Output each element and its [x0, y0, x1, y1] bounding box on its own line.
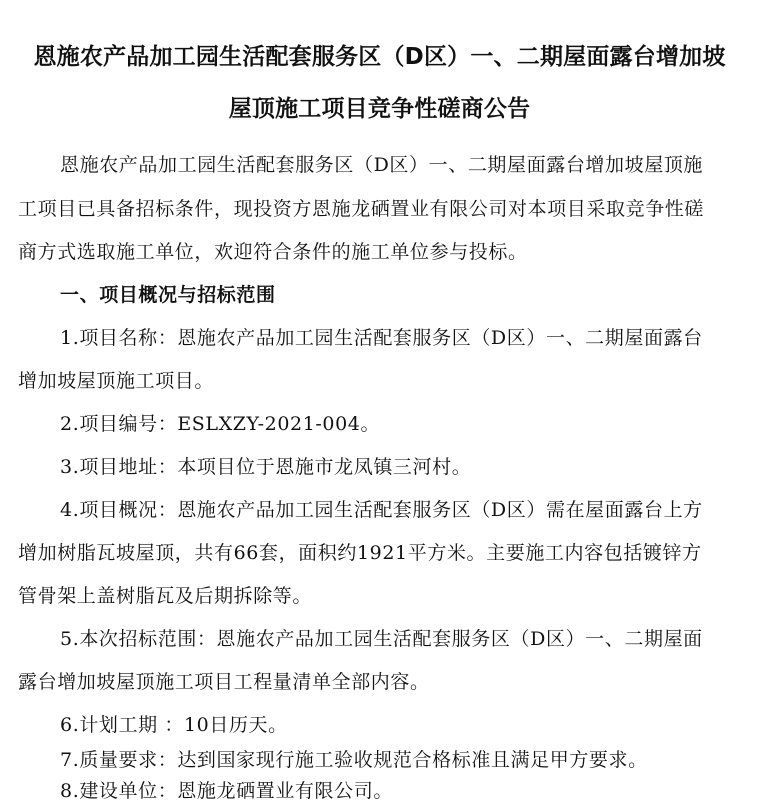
item-project-code: 2.项目编号：ESLXZY-2021-004。 [60, 413, 381, 435]
item-bid-scope-line-2: 露台增加坡屋顶施工项目工程量清单全部内容。 [18, 671, 430, 693]
item-project-overview-line-2: 增加树脂瓦坡屋顶，共有66套，面积约1921平方米。主要施工内容包括镀锌方 [18, 542, 702, 564]
intro-line-3: 商方式选取施工单位，欢迎符合条件的施工单位参与投标。 [18, 241, 528, 263]
item-bid-scope-line-1: 5.本次招标范围：恩施农产品加工园生活配套服务区（D区）一、二期屋面 [60, 628, 703, 650]
intro-line-1: 恩施农产品加工园生活配套服务区（D区）一、二期屋面露台增加坡屋顶施 [60, 154, 704, 176]
title-line-1: 恩施农产品加工园生活配套服务区（D区）一、二期屋面露台增加坡 [33, 44, 726, 70]
section-heading: 一、项目概况与招标范围 [60, 284, 276, 306]
item-project-name-line-1: 1.项目名称：恩施农产品加工园生活配套服务区（D区）一、二期屋面露台 [60, 327, 703, 349]
item-construction-owner: 8.建设单位：恩施龙硒置业有限公司。 [60, 780, 393, 802]
item-planned-period: 6.计划工期 ：10日历天。 [60, 714, 288, 736]
item-quality-requirement: 7.质量要求：达到国家现行施工验收规范合格标准且满足甲方要求。 [60, 749, 648, 771]
intro-line-2: 工项目已具备招标条件，现投资方恩施龙硒置业有限公司对本项目采取竞争性磋 [18, 198, 705, 220]
item-project-overview-line-1: 4.项目概况：恩施农产品加工园生活配套服务区（D区）需在屋面露台上方 [60, 499, 703, 521]
item-project-overview-line-3: 管骨架上盖树脂瓦及后期拆除等。 [18, 585, 313, 607]
item-project-address: 3.项目地址：本项目位于恩施市龙凤镇三河村。 [60, 456, 472, 478]
item-project-name-line-2: 增加坡屋顶施工项目。 [18, 370, 215, 392]
title-line-2: 屋顶施工项目竞争性磋商公告 [228, 96, 531, 122]
